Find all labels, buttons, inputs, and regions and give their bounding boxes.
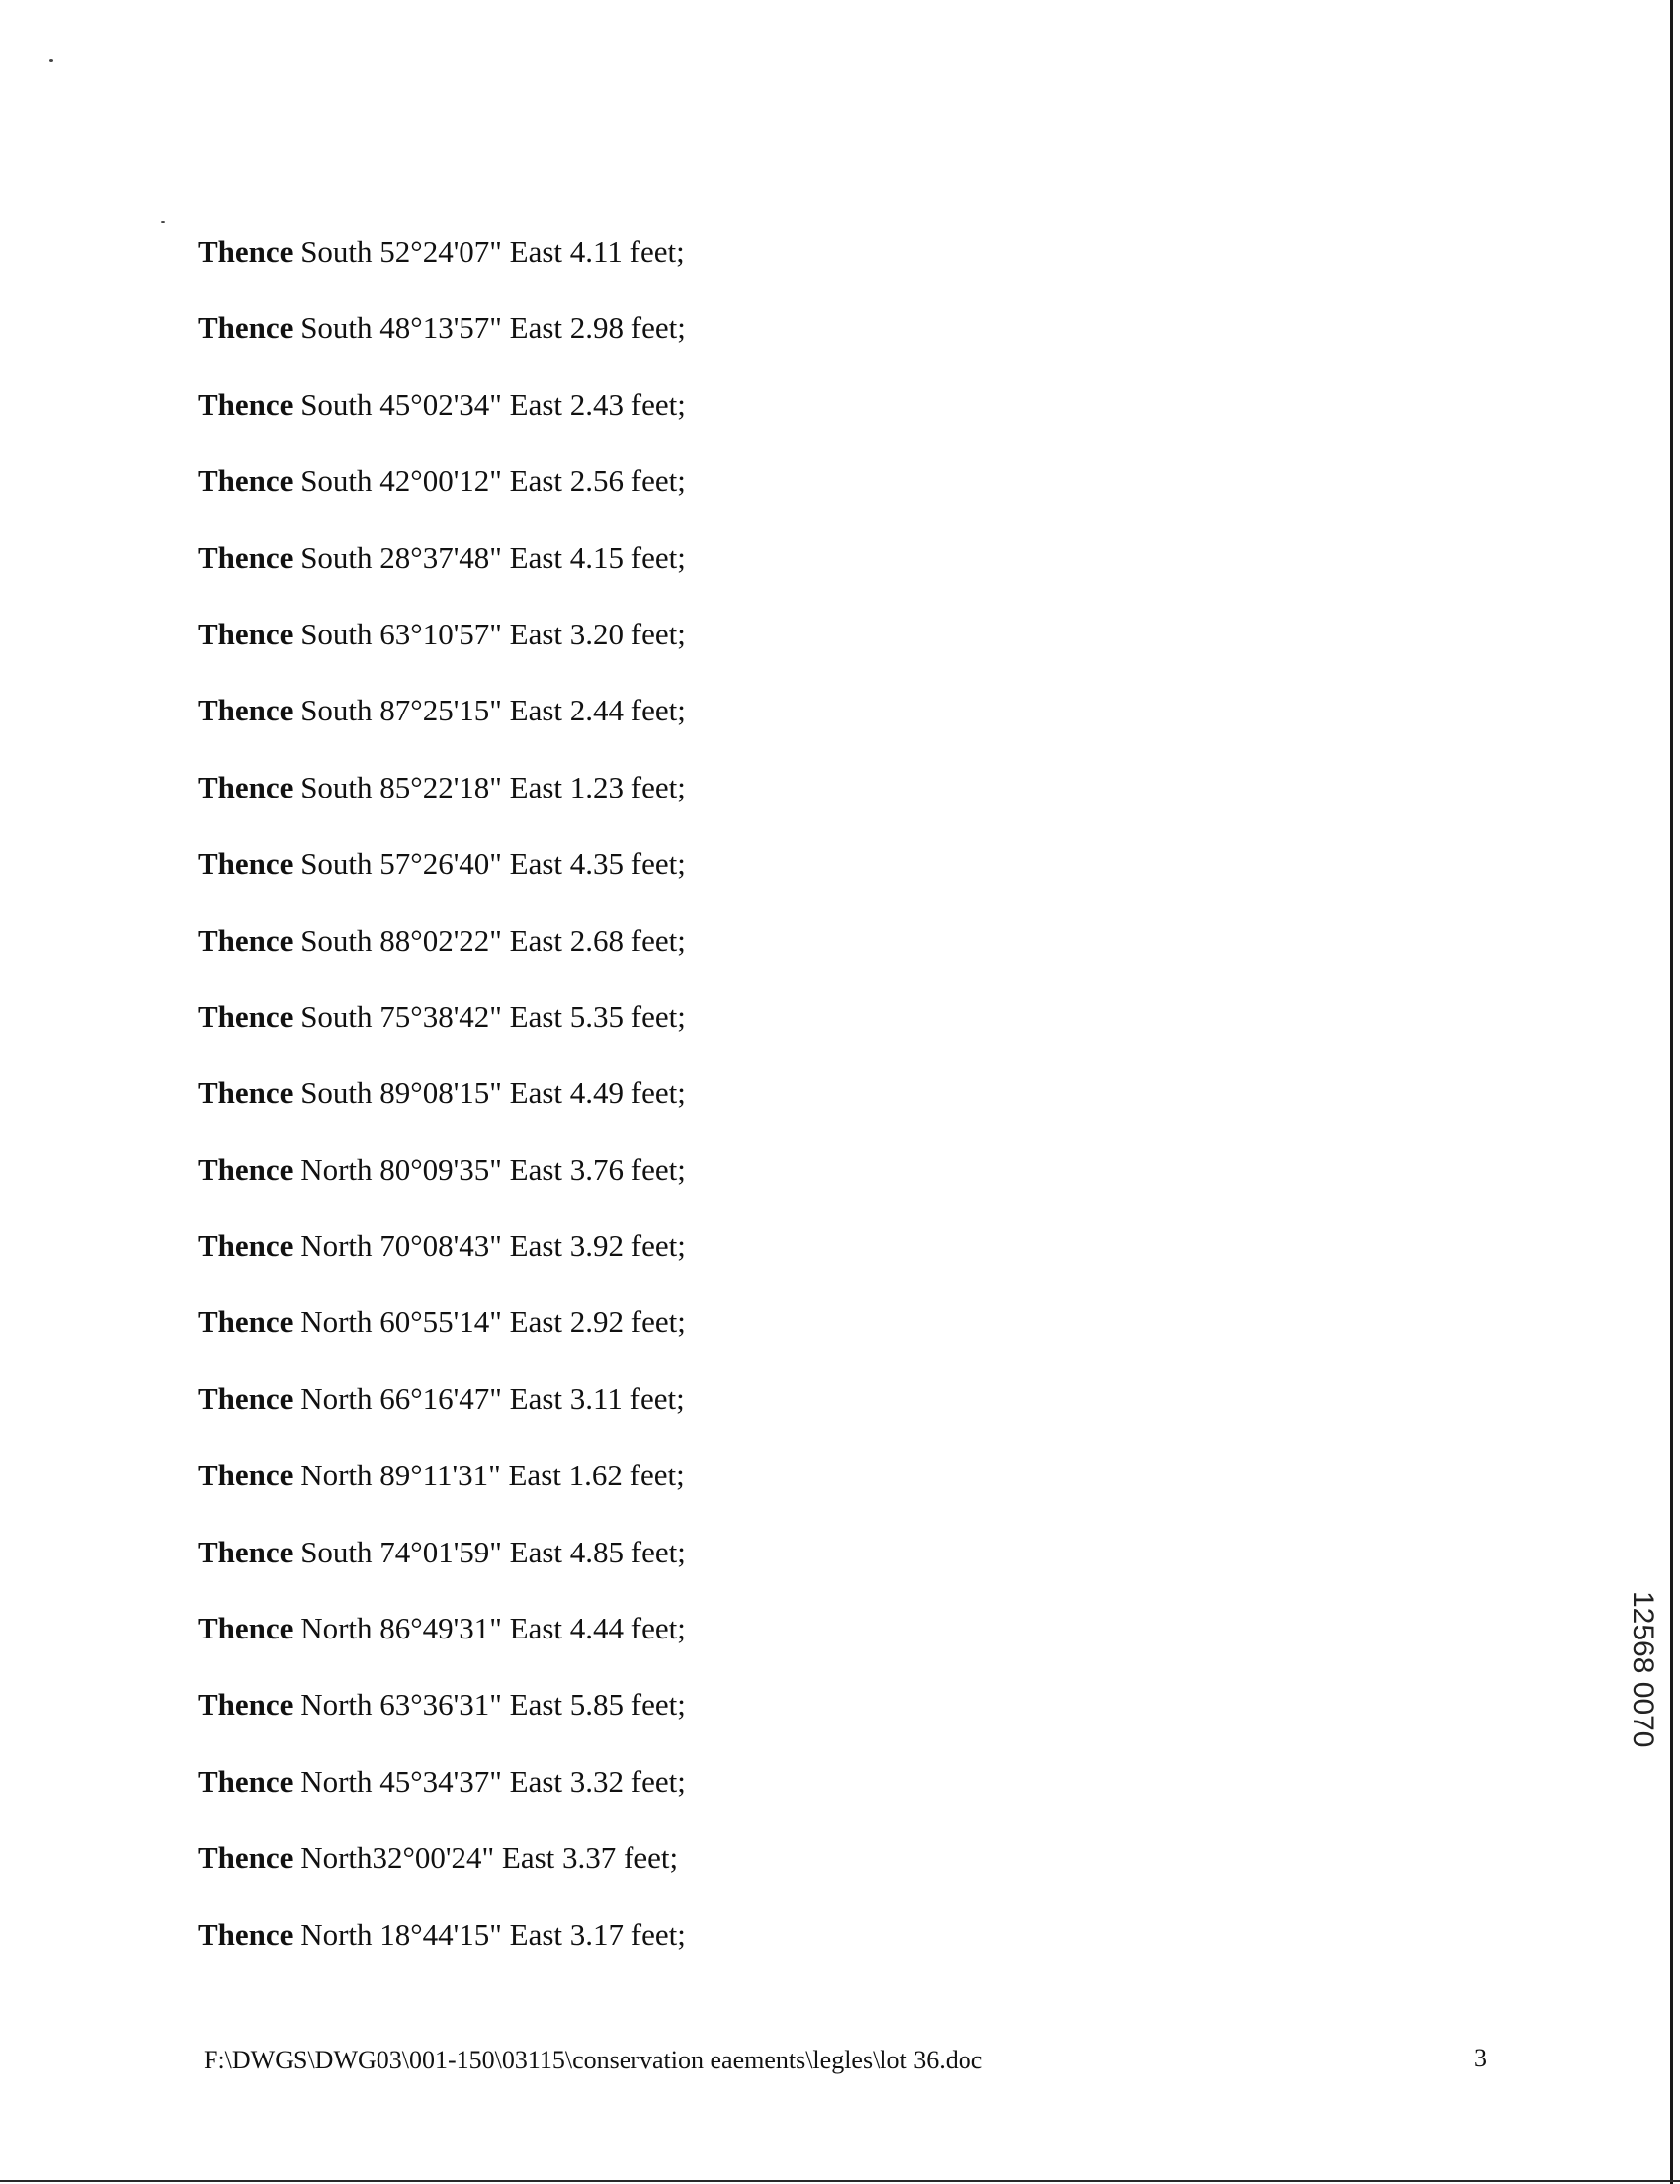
course-keyword: Thence [198, 1304, 294, 1340]
course-text: North 80°09'35" East 3.76 feet; [300, 1151, 686, 1187]
course-keyword: Thence [198, 1916, 294, 1952]
course-keyword: Thence [198, 463, 294, 499]
course-keyword: Thence [198, 386, 294, 422]
course-keyword: Thence [198, 1763, 294, 1799]
scan-right-edge [1670, 0, 1673, 2184]
course-line [198, 540, 1285, 616]
course-text: South 89°08'15" East 4.49 feet; [300, 1075, 686, 1111]
course-keyword: Thence [198, 1534, 294, 1569]
course-text: North 70°08'43" East 3.92 feet; [300, 1228, 686, 1264]
course-line [198, 1074, 1285, 1150]
course-text: South 48°13'57" East 2.98 feet; [300, 310, 686, 346]
course-line [198, 386, 1285, 462]
course-keyword: Thence [198, 922, 294, 958]
course-line [198, 1610, 1285, 1686]
course-text: South 74°01'59" East 4.85 feet; [300, 1534, 686, 1569]
course-keyword: Thence [198, 693, 294, 728]
course-text: South 87°25'15" East 2.44 feet; [300, 693, 686, 728]
course-text: South 85°22'18" East 1.23 feet; [300, 769, 686, 804]
course-keyword: Thence [198, 1075, 294, 1111]
course-keyword: Thence [198, 1151, 294, 1187]
course-text: North 63°36'31" East 5.85 feet; [300, 1687, 686, 1722]
course-list [198, 233, 1285, 1992]
course-line [198, 1534, 1285, 1610]
scan-speck [161, 221, 165, 223]
course-keyword: Thence [198, 1381, 294, 1416]
course-line [198, 616, 1285, 692]
course-keyword: Thence [198, 846, 294, 882]
recording-stamp-text: 12568 0070 [1627, 1591, 1659, 1748]
scan-bottom-edge [0, 2180, 1680, 2182]
course-keyword: Thence [198, 540, 294, 575]
course-line [198, 1686, 1285, 1762]
course-line [198, 233, 1285, 309]
course-text: South 28°37'48" East 4.15 feet; [300, 540, 686, 575]
scan-speck [49, 59, 53, 62]
course-line [198, 769, 1285, 845]
page-number: 3 [1474, 2044, 1487, 2072]
course-text: North32°00'24" East 3.37 feet; [300, 1840, 679, 1876]
course-keyword: Thence [198, 616, 294, 651]
course-text: South 45°02'34" East 2.43 feet; [300, 386, 686, 422]
footer-file-path: F:\DWGS\DWG03\001-150\03115\conservation eaements\legles\lot 36.doc [204, 2046, 983, 2074]
course-line [198, 1839, 1285, 1915]
course-line [198, 1303, 1285, 1380]
course-text: North 89°11'31" East 1.62 feet; [300, 1458, 685, 1493]
course-text: North 60°55'14" East 2.92 feet; [300, 1304, 686, 1340]
course-text: North 18°44'15" East 3.17 feet; [300, 1916, 686, 1952]
course-line [198, 845, 1285, 921]
course-text: South 75°38'42" East 5.35 feet; [300, 998, 686, 1034]
course-keyword: Thence [198, 1687, 294, 1722]
course-text: South 42°00'12" East 2.56 feet; [300, 463, 686, 499]
course-line [198, 1227, 1285, 1303]
course-text: South 57°26'40" East 4.35 feet; [300, 846, 686, 882]
course-keyword: Thence [198, 998, 294, 1034]
course-line [198, 922, 1285, 998]
course-keyword: Thence [198, 234, 294, 269]
course-text: South 63°10'57" East 3.20 feet; [300, 616, 686, 651]
course-text: South 88°02'22" East 2.68 feet; [300, 922, 686, 958]
course-line [198, 1763, 1285, 1839]
course-line [198, 309, 1285, 385]
course-keyword: Thence [198, 1228, 294, 1264]
course-text: North 45°34'37" East 3.32 feet; [300, 1763, 686, 1799]
course-line [198, 1381, 1285, 1457]
course-line [198, 1151, 1285, 1227]
course-keyword: Thence [198, 1840, 294, 1876]
course-keyword: Thence [198, 1458, 294, 1493]
course-keyword: Thence [198, 769, 294, 804]
course-line [198, 1916, 1285, 1992]
course-text: North 86°49'31" East 4.44 feet; [300, 1611, 686, 1646]
course-line [198, 692, 1285, 768]
course-line [198, 998, 1285, 1074]
course-text: South 52°24'07" East 4.11 feet; [300, 234, 685, 269]
course-keyword: Thence [198, 310, 294, 346]
course-line [198, 462, 1285, 539]
course-text: North 66°16'47" East 3.11 feet; [300, 1381, 685, 1416]
course-keyword: Thence [198, 1611, 294, 1646]
course-line [198, 1457, 1285, 1533]
